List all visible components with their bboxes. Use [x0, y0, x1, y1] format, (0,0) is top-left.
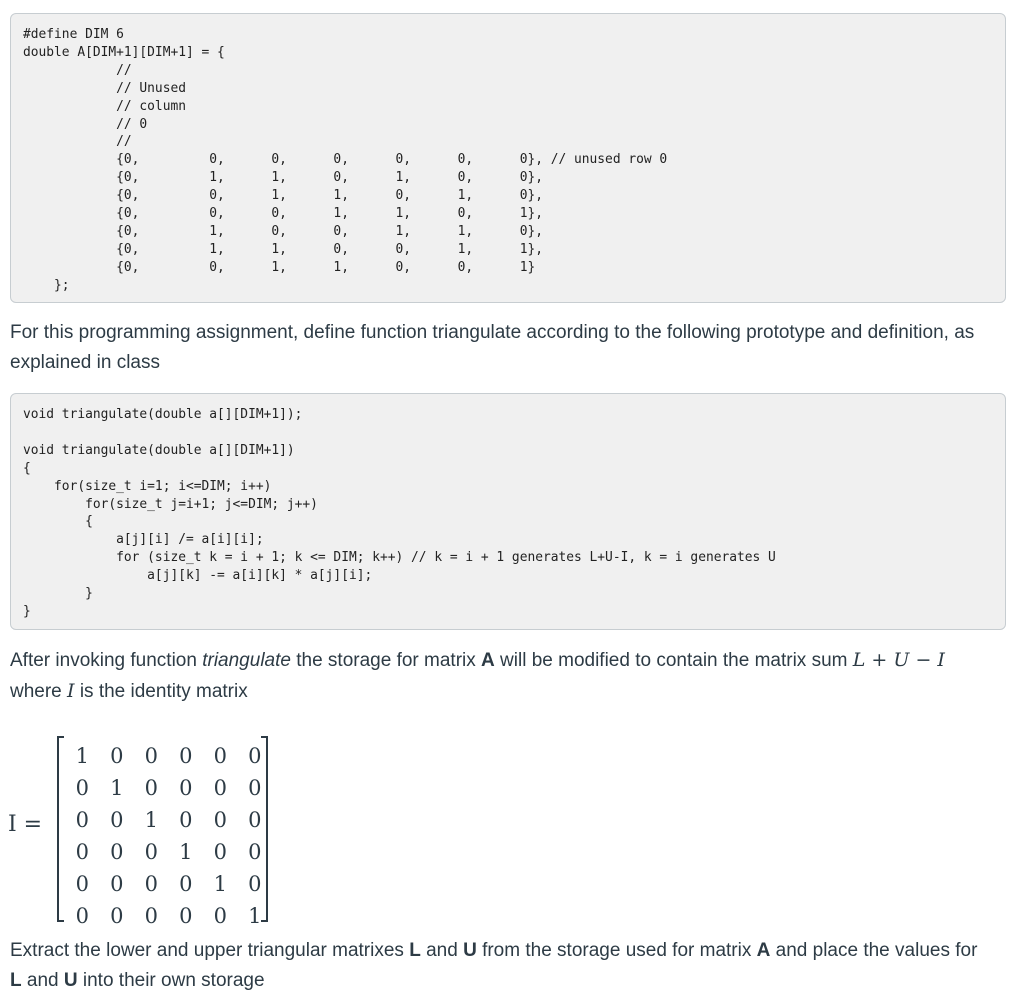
matrix-cell: 0 [110, 904, 124, 928]
code-line: // column [23, 98, 186, 114]
matrix-cell: 0 [213, 744, 227, 768]
matrix-cell: 0 [213, 840, 227, 864]
code-line: void triangulate(double a[][DIM+1]); [23, 407, 303, 422]
matrix-cell: 0 [213, 904, 227, 928]
code-line: } [23, 603, 31, 619]
code-line: void triangulate(double a[][DIM+1]) [23, 442, 295, 458]
matrix-cell: 0 [213, 776, 227, 800]
matrix-cell: 0 [75, 904, 89, 928]
left-bracket [57, 736, 64, 922]
matrix-cell: 0 [248, 744, 262, 768]
code-line: { [23, 460, 31, 476]
code-text-matrix [23, 26, 667, 295]
matrix-cell: 0 [179, 744, 193, 768]
matrix-cell: 0 [248, 808, 262, 832]
code-line: // [23, 134, 132, 150]
code-line: {0, 1, 0, 0, 1, 1, 0}, [23, 223, 543, 239]
matrix-cell: 1 [144, 808, 158, 832]
right-bracket [261, 736, 268, 922]
code-line: {0, 0, 1, 1, 0, 0, 1} [23, 259, 536, 275]
matrix-cell: 1 [110, 776, 124, 800]
matrix-cell: 1 [179, 840, 193, 864]
matrix-cell: 0 [179, 776, 193, 800]
identity-equation-label: I = [8, 812, 43, 837]
matrix-cell: 1 [213, 872, 227, 896]
matrix-cell: 0 [75, 872, 89, 896]
matrix-cell: 0 [75, 808, 89, 832]
assignment-instructions: For this programming assignment, define function triangulate according to the following prototype and definition, as explained in class [10, 322, 975, 373]
matrix-cell: 0 [248, 840, 262, 864]
matrix-cell: 0 [179, 808, 193, 832]
code-line: {0, 0, 1, 1, 0, 1, 0}, [23, 188, 543, 204]
code-line: {0, 0, 0, 0, 0, 0, 0}, // unused row 0 [23, 152, 668, 168]
matrix-cell: 0 [75, 776, 89, 800]
code-line: double A[DIM+1][DIM+1] = { [23, 44, 225, 60]
matrix-cell: 1 [75, 744, 89, 768]
matrix-cell: 0 [144, 904, 158, 928]
matrix-cell: 0 [110, 872, 124, 896]
matrix-cell: 0 [248, 872, 262, 896]
code-line: a[j][i] /= a[i][i]; [23, 532, 264, 548]
code-line: for(size_t j=i+1; j<=DIM; j++) [23, 496, 318, 512]
matrix-cell: 0 [144, 776, 158, 800]
code-line: {0, 1, 1, 0, 1, 0, 0}, [23, 170, 543, 186]
matrix-cell: 0 [179, 872, 193, 896]
matrix-cell: 0 [110, 840, 124, 864]
matrix-cell: 0 [110, 808, 124, 832]
identity-matrix [57, 736, 268, 928]
code-block-matrix-definition [10, 13, 1006, 303]
code-line: {0, 1, 1, 0, 0, 1, 1}, [23, 241, 543, 257]
matrix-cell: 0 [144, 840, 158, 864]
code-line: // [23, 62, 132, 78]
extraction-instructions: Extract the lower and upper triangular matrixes L and U from the storage used for matrix A and place the values for L and U into their own storage [10, 940, 978, 991]
matrix-cell: 0 [179, 904, 193, 928]
result-description: After invoking function triangulate the storage for matrix A will be modified to contain the matrix sum L + U − I where I is the identity matrix [10, 649, 945, 702]
matrix-cell: 0 [213, 808, 227, 832]
matrix-cell: 0 [110, 744, 124, 768]
matrix-cell: 0 [144, 872, 158, 896]
code-line: for (size_t k = i + 1; k <= DIM; k++) // k = i + 1 generates L+U-I, k = i generates U [23, 550, 776, 566]
matrix-name-a: A [481, 650, 495, 671]
code-line: #define DIM 6 [23, 27, 124, 42]
code-line: // Unused [23, 80, 186, 96]
code-line: {0, 0, 0, 1, 1, 0, 1}, [23, 206, 543, 222]
code-line: for(size_t i=1; i<=DIM; i++) [23, 478, 272, 494]
matrix-cell: 0 [144, 744, 158, 768]
matrix-cell: 1 [248, 904, 262, 928]
code-line: }; [23, 277, 70, 293]
code-line: { [23, 514, 93, 530]
function-name: triangulate [202, 650, 291, 671]
matrix-cell: 0 [248, 776, 262, 800]
code-block-triangulate [10, 393, 1006, 630]
code-text-triangulate [23, 406, 776, 621]
matrix-cell: 0 [75, 840, 89, 864]
code-line: } [23, 586, 93, 602]
code-line: // 0 [23, 116, 148, 132]
identity-matrix-cells [65, 740, 272, 932]
code-line: a[j][k] -= a[i][k] * a[j][i]; [23, 568, 373, 584]
